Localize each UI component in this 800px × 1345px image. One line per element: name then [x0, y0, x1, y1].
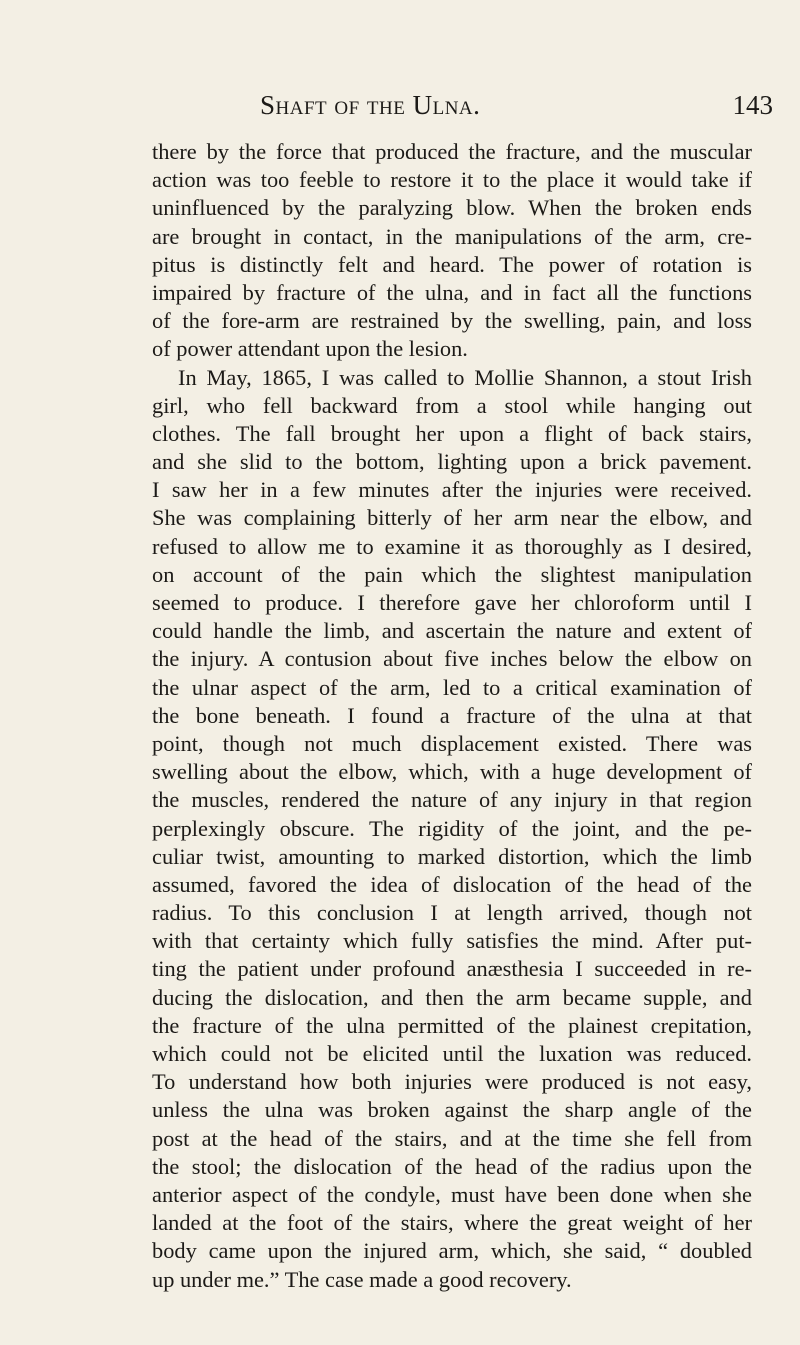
text-line: landed at the foot of the stairs, where the great weight of her [152, 1210, 752, 1236]
text-line: assumed, favored the idea of dislocation of the head of the [152, 871, 752, 897]
text-line: the muscles, rendered the nature of any injury in that region [152, 787, 752, 813]
text-line: are brought in contact, in the manipulations of the arm, cre- [152, 223, 752, 249]
text-line: culiar twist, amounting to marked distortion, which the limb [152, 843, 752, 869]
text-line: girl, who fell backward from a stool while hanging out [152, 392, 752, 418]
text-line: of power attendant upon the lesion. [152, 336, 468, 362]
text-line: post at the head of the stairs, and at the time she fell from [152, 1125, 752, 1151]
text-line: She was complaining bitterly of her arm near the elbow, and [152, 505, 752, 531]
text-line: there by the force that produced the fracture, and the muscular [152, 139, 752, 164]
text-line: point, though not much displacement existed. There was [152, 730, 752, 756]
text-line: To understand how both injuries were produced is not easy, [152, 1069, 752, 1095]
text-line: and she slid to the bottom, lighting upon a brick pavement. [152, 449, 752, 475]
text-line: unless the ulna was broken against the sharp angle of the [152, 1097, 752, 1123]
text-line: up under me.” The case made a good recovery. [152, 1266, 572, 1292]
text-line: In May, 1865, I was called to Mollie Shannon, a stout Irish [178, 364, 752, 390]
text-line: clothes. The fall brought her upon a flight of back stairs, [152, 420, 752, 446]
running-title: Shaft of the Ulna. [260, 90, 481, 120]
text-line: the bone beneath. I found a fracture of the ulna at that [152, 702, 752, 728]
text-line: impaired by fracture of the ulna, and in fact all the functions [152, 279, 752, 305]
text-line: seemed to produce. I therefore gave her chloroform until I [152, 590, 752, 615]
text-line: the fracture of the ulna permitted of the plainest crepitation, [152, 1012, 752, 1038]
text-line: uninfluenced by the paralyzing blow. When the broken ends [152, 195, 752, 221]
text-line: I saw her in a few minutes after the injuries were received. [152, 477, 752, 503]
text-line: anterior aspect of the condyle, must have been done when she [152, 1181, 752, 1207]
text-line: with that certainty which fully satisfies the mind. After put- [152, 928, 752, 954]
body-text [152, 138, 752, 1294]
text-line: on account of the pain which the slightest manipulation [152, 561, 752, 587]
text-line: refused to allow me to examine it as thoroughly as I desired, [152, 533, 752, 559]
text-line: the stool; the dislocation of the head of the radius upon the [152, 1153, 752, 1179]
text-line: perplexingly obscure. The rigidity of the joint, and the pe- [152, 815, 752, 841]
page-header [152, 90, 787, 124]
text-line: which could not be elicited until the luxation was reduced. [152, 1041, 752, 1066]
text-line: radius. To this conclusion I at length arrived, though not [152, 900, 752, 926]
text-line: could handle the limb, and ascertain the nature and extent of [152, 618, 752, 644]
text-line: swelling about the elbow, which, with a huge development of [152, 759, 752, 785]
text-line: the injury. A contusion about five inches below the elbow on [152, 646, 752, 672]
text-line: ting the patient under profound anæsthesia I succeeded in re- [152, 956, 752, 982]
text-line: body came upon the injured arm, which, she said, “ doubled [152, 1238, 752, 1264]
text-line: action was too feeble to restore it to the place it would take if [152, 167, 752, 193]
text-line: pitus is distinctly felt and heard. The power of rotation is [152, 251, 752, 277]
page-number: 143 [732, 90, 773, 120]
text-line: the ulnar aspect of the arm, led to a critical examination of [152, 674, 752, 700]
text-line: ducing the dislocation, and then the arm became supple, and [152, 984, 752, 1010]
text-line: of the fore-arm are restrained by the swelling, pain, and loss [152, 308, 752, 334]
